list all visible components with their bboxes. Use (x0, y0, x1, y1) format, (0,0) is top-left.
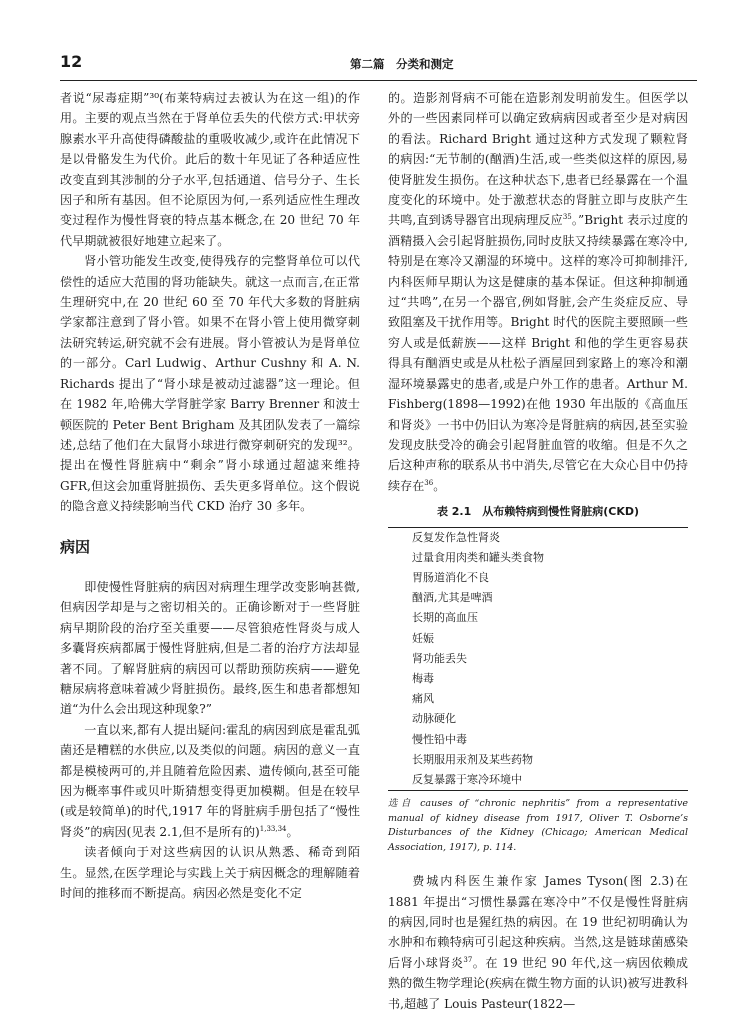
paragraph: 肾小管功能发生改变,使得残存的完整肾单位可以代偿性的适应大范围的肾功能缺失。就这一点而言,在正常生理研究中,在 20 世纪 60 至 70 年代大多数的肾脏病学家都注意到了肾小管。如果不在肾小管上使用微穿刺法研究转运,研究就不会有进展。肾小管被认为是肾单位的一部分。Carl Ludwig、Arthur Cushny 和 A. N. Richards 提出了“肾小球是被动过滤器”这一理论。但在 1982 年,哈佛大学肾脏学家 Barry Brenner 和波士顿医院的 Peter Bent Brigham 及其团队发表了一篇综述,总结了他们在大鼠肾小球进行微穿刺研究的发现³²。提出在慢性肾脏病中“剩余”肾小球通过超滤来维持 GFR,但这会加重肾脏损伤、丢失更多肾单位。这个假说的隐含意义持续影响当代 CKD 治疗 30 多年。 (60, 254, 360, 514)
paragraph-text: 。 (433, 478, 446, 493)
table-item: 长期的高血压 (412, 611, 478, 625)
running-title: 第二篇 分类和测定 (350, 57, 454, 71)
left-column (60, 88, 360, 903)
page-number: 12 (60, 52, 83, 71)
table-bottom-rule (388, 790, 688, 791)
paragraph (388, 871, 688, 1014)
table-title: 表 2.1 从布赖特病到慢性肾脏病(CKD) (436, 505, 640, 519)
paragraph: 者说“尿毒症期”³⁰(布莱特病过去被认为在这一组)的作用。主要的观点当然在于肾单位丢失的代偿方式:甲状旁腺素水平升高使得磷酸盐的重吸收减少,或许在此情况下是以骨骼发生为代价。此后的数十年见证了各种适应性改变直到其涉制的分子水平,包括通道、信号分子、生长因子和所有基因。但不论原因为何,一系列适应性生理改变过程作为慢性肾衰的特点基本概念,在 20 世纪 70 年代早期就被很好地建立起来了。 (60, 91, 360, 248)
table-item: 慢性铅中毒 (412, 732, 467, 746)
table-item: 长期服用汞剂及某些药物 (412, 752, 533, 766)
table-source-note: 选自 causes of “chronic nephritis” from a representative manual of kidney disease from 1917, Oliver T. Osborne’s Disturbances of the Kidney (Chicago; American Medical Association, 1917), p. 114. (388, 798, 688, 853)
paragraph: 即使慢性肾脏病的病因对病理生理学改变影响甚微,但病因学却是与之密切相关的。正确诊断对于一些肾脏病早期阶段的治疗至关重要——尽管狼疮性肾炎与成人多囊肾疾病都属于慢性肾脏病,但是二者的治疗方法却显著不同。了解肾脏病的病因可以帮助预防疾病——避免糖尿病将意味着减少肾脏损伤。最终,医生和患者都想知道“为什么会出现这种现象?” (60, 579, 360, 717)
paragraph-text: 的。造影剂肾病不可能在造影剂发明前发生。但医学以外的一些因素同样可以确定致病病因或者至少是对病因的看法。Richard Bright 通过这种方式发现了颗粒肾的病因:“无节制的(酗酒)生活,或一些类似这样的原因,易使肾脏发生损伤。在这种状态下,患者已经暴露在一个温度变化的环境中。处于激惹状态的肾脏立即与皮肤产生共鸣,直到诱导器官出现病理反应 (388, 91, 688, 228)
paragraph: 读者倾向于对这些病因的认识从熟悉、稀奇到陌生。显然,在医学理论与实践上关于病因概念的理解随着时间的推移而不断提高。病因必然是变化不定 (60, 845, 360, 901)
right-column (388, 88, 688, 1014)
table-item: 反复暴露于寒冷环境中 (412, 772, 522, 786)
table-item: 痛风 (412, 692, 434, 706)
paragraph-text: 。在 19 世纪 90 年代,这一病因依赖成熟的微生物学理论(疾病在微生物方面的认识)被写进教科书,超越了 Louis Pasteur(1822— (388, 955, 688, 1011)
table-list (388, 528, 688, 791)
paragraph (388, 88, 688, 496)
table-item: 胃肠道消化不良 (412, 570, 489, 584)
table-item: 过量食用肉类和罐头类食物 (412, 550, 544, 564)
section-title: 病因 (60, 537, 91, 556)
header-rule (60, 80, 697, 81)
table-item: 妊娠 (412, 631, 434, 645)
paragraph-text: 一直以来,都有人提出疑问:霍乱的病因到底是霍乱弧菌还是糟糕的水供应,以及类似的问题。病因的意义一直都是模棱两可的,并且随着危险因素、遗传倾向,甚至可能因为概率事件或贝叶斯猜想变得更加模糊。但是在较早(或是较简单)的时代,1917 年的肾脏病手册包括了“慢性肾炎”的病因(见表 2.1,但不是所有的) (60, 722, 360, 839)
citation: 35 (562, 213, 572, 222)
page-header (60, 48, 697, 78)
table-item: 梅毒 (412, 671, 434, 685)
paragraph-text: 。”Bright 表示过度的酒精摄入会引起肾脏损伤,同时皮肤又持续暴露在寒冷中,特别是在寒冷又潮湿的环境中。这样的寒冷可抑制排汗,内科医师早期认为这是健康的基本保证。但这种抑制通过“共鸣”,在另一个器官,例如肾脏,会产生炎症反应、导致阻塞及干扰作用等。Bright 时代的医院主要照顾一些穷人或是低薪族——这样 Bright 和他的学生更容易获得具有酗酒史或是从杜松子酒屋回到家路上的寒冷和潮湿环境暴露史的患者,或是户外工作的患者。Arthur M. Fishberg(1898—1992)在他 1930 年出版的《高血压和肾炎》一书中仍旧认为寒冷是肾脏病的病因,甚至实验发现皮肤受冷的确会引起肾脏血管的收缩。但是不久之后这种声称的联系从书中消失,尽管它在大众心目中仍持续存在 (388, 213, 688, 493)
citation: 37 (463, 955, 473, 964)
paragraph-text: 。 (286, 824, 299, 839)
table-item: 动脉硬化 (412, 712, 456, 726)
paragraph (60, 720, 360, 842)
paragraph-text: 费城内科医生兼作家 James Tyson(图 2.3)在 1881 年提出“习惯性暴露在寒冷中”不仅是慢性肾脏病的病因,同时也是猩红热的病因。在 19 世纪初明确认为水肿和布赖特病可引起这种疾病。当然,这是链球菌感染后肾小球肾炎 (388, 874, 688, 970)
table-item: 肾功能丢失 (412, 651, 467, 665)
citation: 1,33,34 (259, 824, 287, 833)
table-item: 酗酒,尤其是啤酒 (412, 591, 493, 605)
table-item: 反复发作急性肾炎 (412, 530, 500, 544)
citation: 36 (424, 478, 434, 487)
